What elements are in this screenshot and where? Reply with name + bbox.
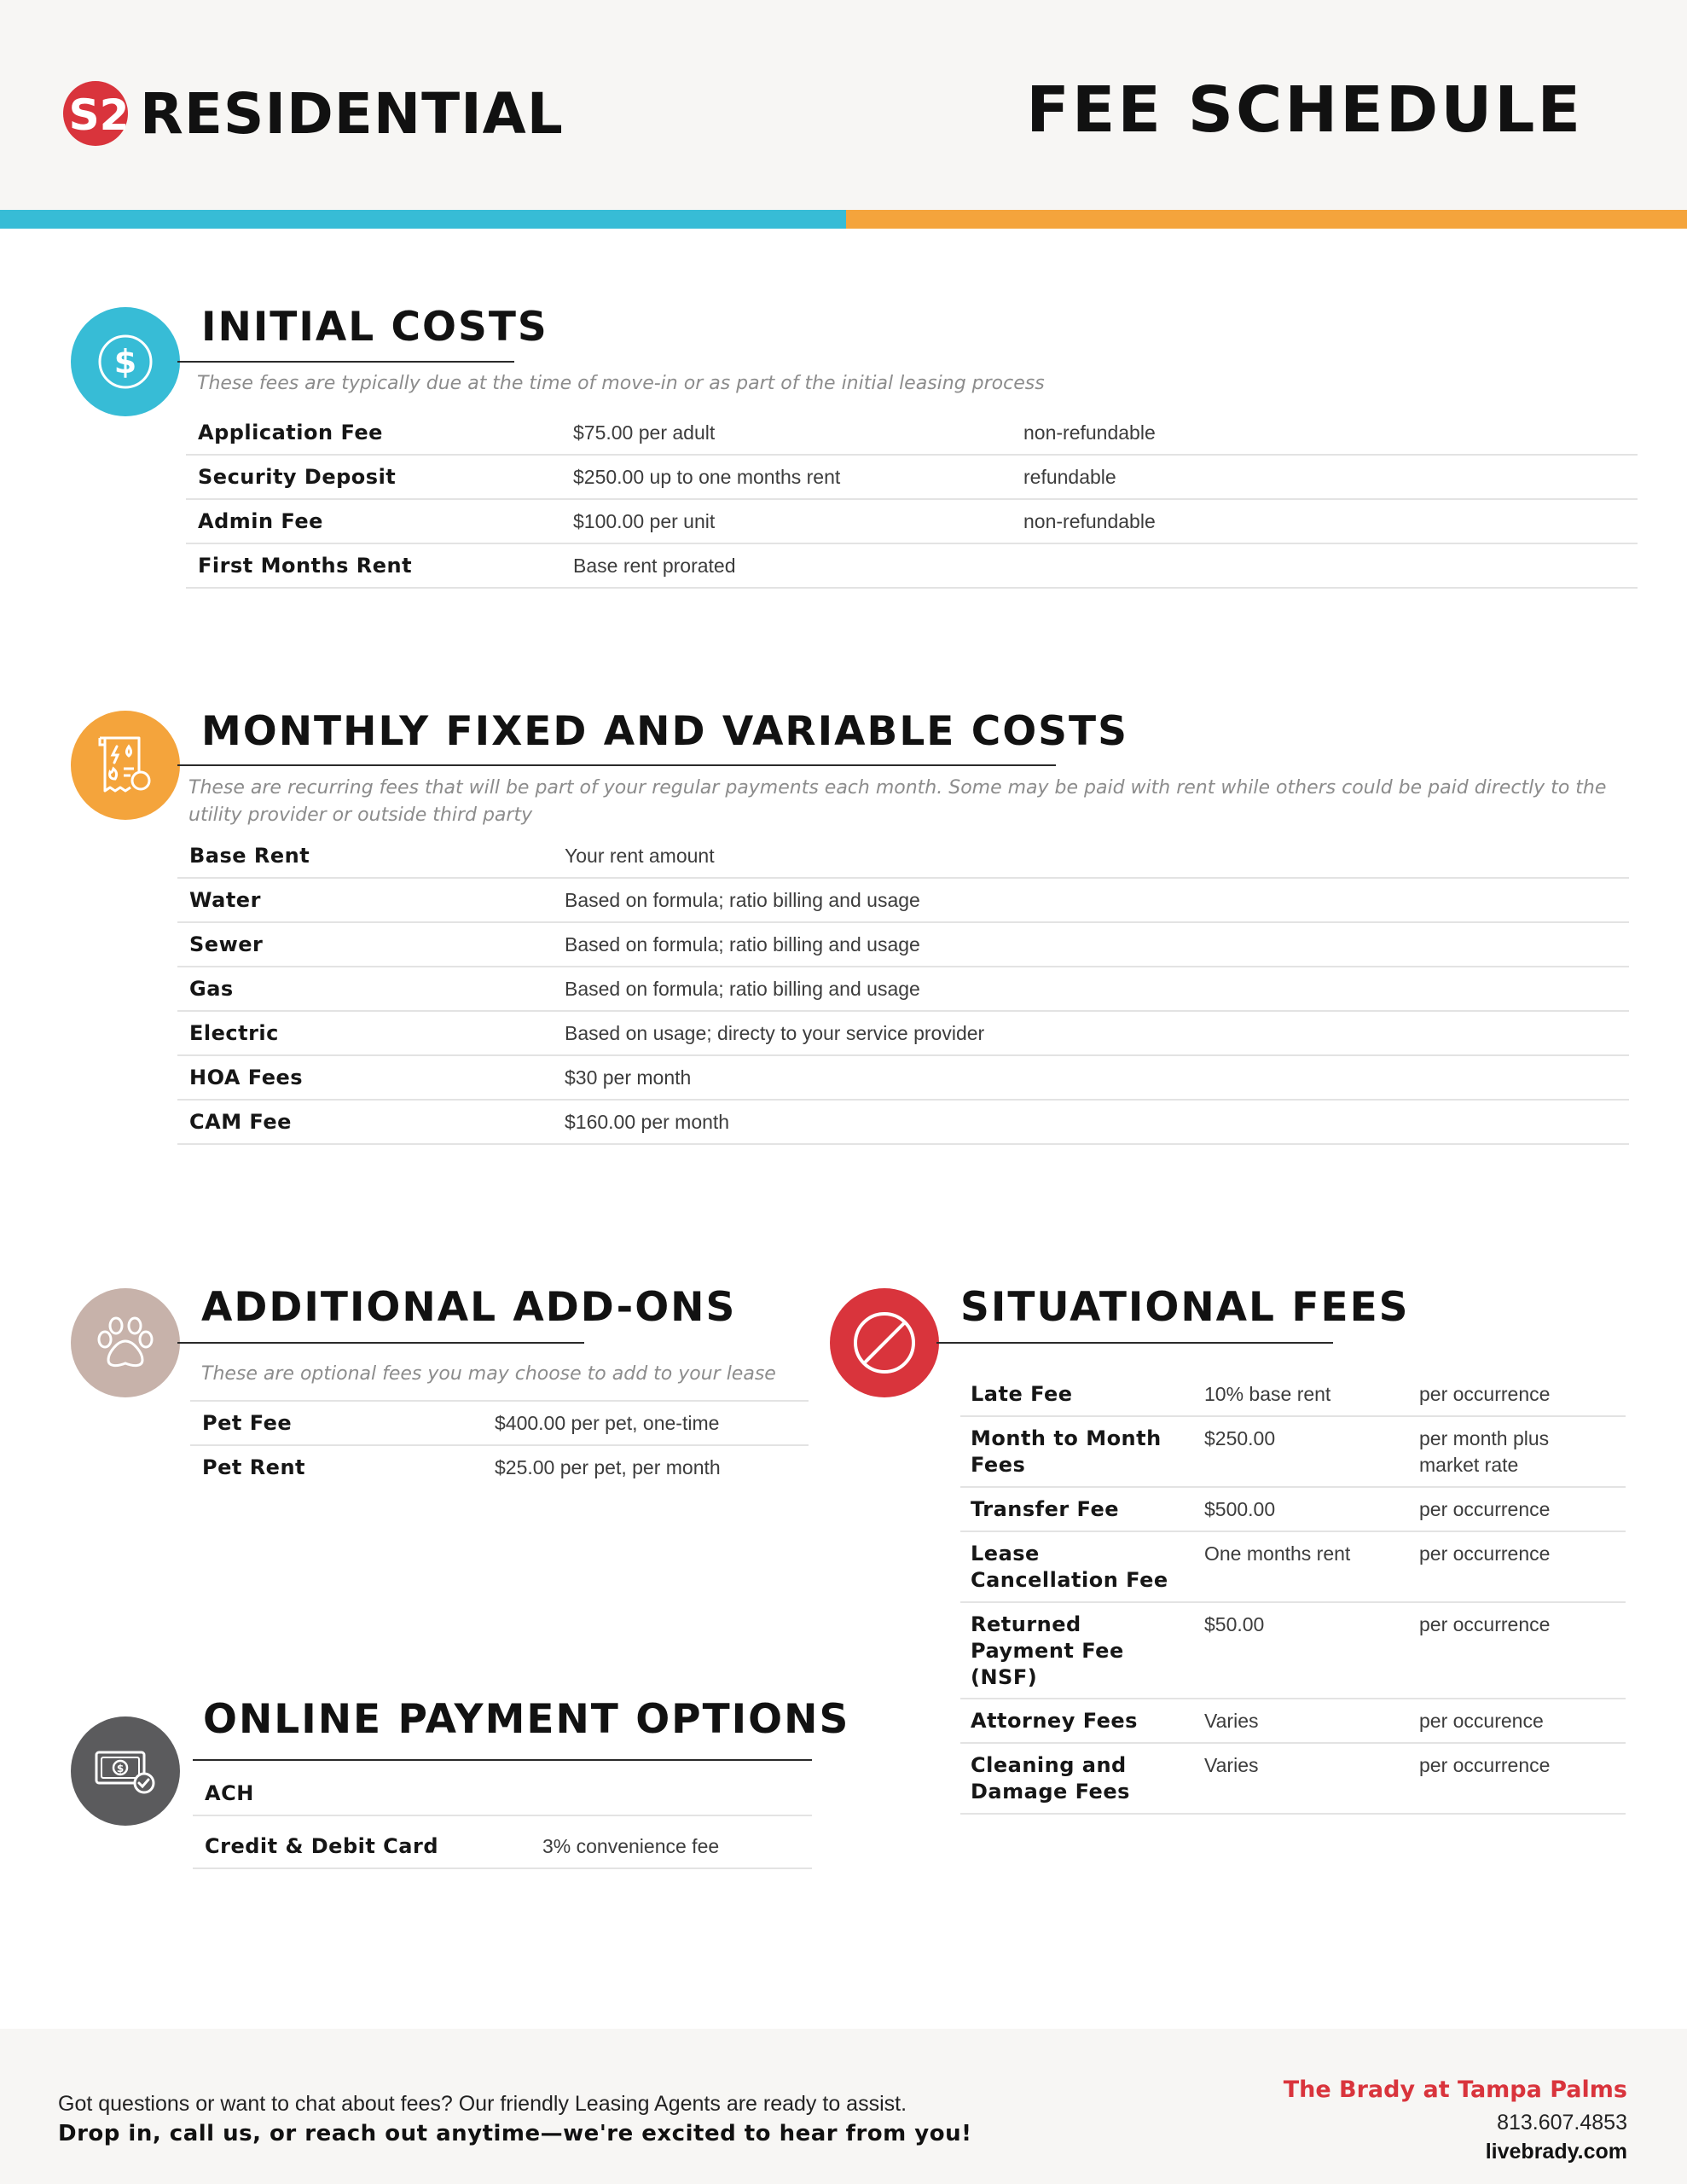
fee-label: Admin Fee [198, 509, 323, 533]
property-name: The Brady at Tampa Palms [1283, 2077, 1627, 2103]
table-row [960, 1373, 1626, 1417]
footer-question-text: Got questions or want to chat about fees? Our friendly Leasing Agents are ready to assist. [58, 2092, 907, 2116]
payment-options-table [193, 1772, 812, 1869]
fee-note: per occurrence [1419, 1542, 1551, 1565]
fee-label: Gas [189, 977, 234, 1001]
fee-label: Month to Month Fees [971, 1426, 1162, 1477]
table-row [960, 1417, 1626, 1488]
fee-label: Sewer [189, 932, 264, 956]
header-stripe-blue [0, 210, 846, 229]
fee-label: Cleaning and Damage Fees [971, 1753, 1130, 1804]
fee-value: $400.00 per pet, one-time [495, 1412, 720, 1434]
fee-label: CAM Fee [189, 1110, 292, 1134]
dollar-icon [71, 307, 180, 416]
header-stripe-orange [846, 210, 1687, 229]
table-row [186, 500, 1638, 544]
fee-label: Security Deposit [198, 465, 397, 489]
fee-value: Based on formula; ratio billing and usage [565, 933, 920, 956]
table-row [186, 544, 1638, 589]
table-row [193, 1816, 812, 1869]
monthly-costs-subtitle: These are recurring fees that will be part of your regular payments each month. Some may be paid with rent while others could be paid directly to the utility provider or outside third party [188, 777, 1607, 826]
fee-label: Late Fee [971, 1382, 1073, 1406]
monthly-costs-table [177, 834, 1629, 1145]
fee-note: per occurrence [1419, 1383, 1551, 1405]
table-row [960, 1488, 1626, 1532]
table-row [960, 1744, 1626, 1815]
fee-value: $100.00 per unit [573, 510, 716, 532]
fee-label: Electric [189, 1021, 279, 1045]
phone-number[interactable]: 813.607.4853 [1497, 2111, 1627, 2135]
fee-note: per occurence [1419, 1710, 1544, 1732]
logo-wordmark: RESIDENTIAL [140, 80, 564, 147]
fee-value: $250.00 [1204, 1427, 1276, 1449]
fee-label: HOA Fees [189, 1066, 304, 1089]
table-row [177, 1101, 1629, 1145]
fee-note: per occurrence [1419, 1498, 1551, 1520]
company-logo [61, 75, 564, 152]
table-row [177, 923, 1629, 967]
fee-value: $75.00 per adult [573, 421, 716, 444]
table-row [190, 1446, 809, 1490]
payment-options-title-rule [193, 1759, 812, 1761]
page-footer [0, 2029, 1687, 2184]
table-row [177, 1012, 1629, 1056]
payment-options-title: ONLINE PAYMENT OPTIONS [203, 1696, 850, 1743]
page-header [0, 0, 1687, 210]
initial-costs-table [186, 411, 1638, 589]
table-row [177, 834, 1629, 879]
add-ons-subtitle: These are optional fees you may choose to add to your lease [201, 1363, 776, 1385]
add-ons-title: ADDITIONAL ADD-ONS [201, 1284, 737, 1331]
fee-value: $50.00 [1204, 1613, 1265, 1635]
table-row [960, 1603, 1626, 1699]
fee-value: 10% base rent [1204, 1383, 1331, 1405]
table-row [193, 1772, 812, 1816]
fee-note: per month plus market rate [1419, 1427, 1550, 1476]
fee-label: Pet Rent [202, 1455, 306, 1479]
payment-check-icon [71, 1716, 180, 1826]
situational-fees-table [960, 1373, 1626, 1815]
add-ons-title-rule [177, 1342, 584, 1344]
fee-label: First Months Rent [198, 554, 413, 578]
initial-costs-title-rule [177, 361, 514, 363]
fee-note: per occurrence [1419, 1754, 1551, 1776]
payment-method-label: Credit & Debit Card [205, 1834, 439, 1858]
situational-fees-title: SITUATIONAL FEES [960, 1284, 1410, 1331]
initial-costs-subtitle: These fees are typically due at the time of move-in or as part of the initial leasing process [197, 373, 1045, 394]
fee-value: Based on formula; ratio billing and usage [565, 978, 920, 1000]
table-row [177, 1056, 1629, 1101]
table-row [177, 967, 1629, 1012]
initial-costs-title: INITIAL COSTS [201, 304, 548, 351]
fee-value: $250.00 up to one months rent [573, 466, 841, 488]
fee-value: Your rent amount [565, 845, 715, 867]
fee-note: refundable [1023, 466, 1116, 488]
table-row [960, 1699, 1626, 1744]
table-row [190, 1402, 809, 1446]
website-link[interactable]: livebrady.com [1485, 2140, 1627, 2164]
fee-label: Lease Cancellation Fee [971, 1542, 1168, 1592]
document-title: FEE SCHEDULE [1026, 73, 1583, 147]
svg-text:$: $ [113, 343, 137, 380]
fee-label: Water [189, 888, 261, 912]
utility-bill-icon [71, 711, 180, 820]
fee-value: Varies [1204, 1754, 1259, 1776]
fee-value: $500.00 [1204, 1498, 1276, 1520]
fee-value: $30 per month [565, 1066, 692, 1089]
fee-value: Based on formula; ratio billing and usage [565, 889, 920, 911]
fee-label: Pet Fee [202, 1411, 293, 1435]
payment-method-value: 3% convenience fee [542, 1835, 720, 1857]
table-row [177, 879, 1629, 923]
footer-cta-text: Drop in, call us, or reach out anytime—we're excited to hear from you! [58, 2121, 972, 2146]
fee-note: per occurrence [1419, 1613, 1551, 1635]
prohibited-icon [830, 1288, 939, 1397]
fee-label: Transfer Fee [971, 1497, 1120, 1521]
fee-label: Application Fee [198, 421, 383, 444]
situational-fees-title-rule [936, 1342, 1333, 1344]
fee-note: non-refundable [1023, 421, 1156, 444]
paw-icon [71, 1288, 180, 1397]
fee-value: One months rent [1204, 1542, 1351, 1565]
fee-value: Base rent prorated [573, 555, 736, 577]
s2-logo-mark [61, 77, 135, 150]
fee-value: $25.00 per pet, per month [495, 1456, 721, 1478]
fee-value: Based on usage; directy to your service provider [565, 1022, 985, 1044]
fee-label: Base Rent [189, 844, 310, 868]
table-row [186, 456, 1638, 500]
add-ons-table [190, 1400, 809, 1490]
fee-value: Varies [1204, 1710, 1259, 1732]
fee-value: $160.00 per month [565, 1111, 730, 1133]
table-row [186, 411, 1638, 456]
fee-label: Returned Payment Fee (NSF) [971, 1612, 1124, 1689]
monthly-costs-title: MONTHLY FIXED AND VARIABLE COSTS [201, 708, 1128, 755]
payment-method-label: ACH [205, 1781, 254, 1805]
fee-note: non-refundable [1023, 510, 1156, 532]
svg-text:$: $ [116, 1763, 125, 1774]
table-row [960, 1532, 1626, 1603]
svg-text:S2: S2 [68, 90, 130, 140]
fee-label: Attorney Fees [971, 1709, 1138, 1733]
monthly-costs-title-rule [177, 764, 1056, 766]
